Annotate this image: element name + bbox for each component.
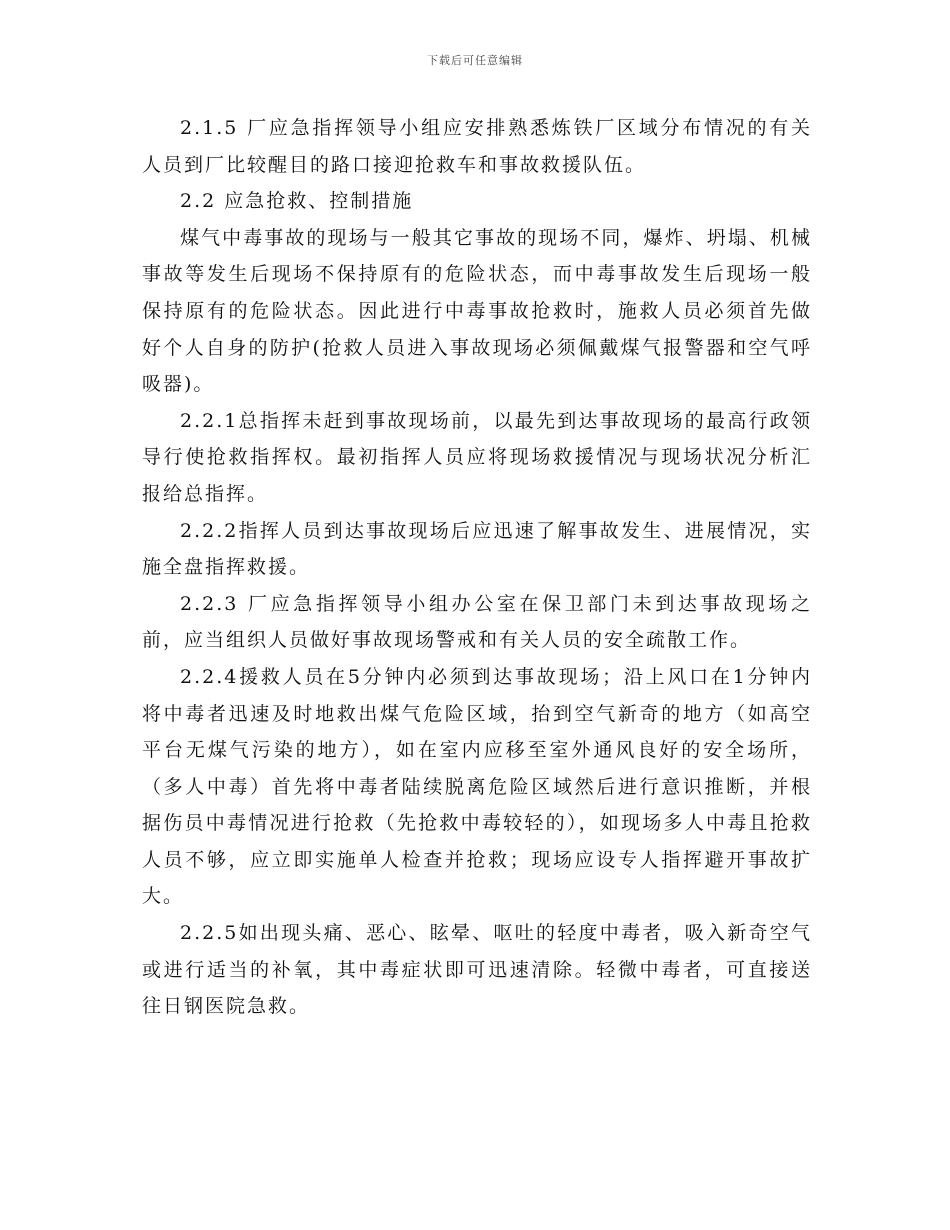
paragraph-2-2-4: 2.2.4援救人员在5分钟内必须到达事故现场；沿上风口在1分钟内将中毒者迅速及时地救出煤气危险区域，抬到空气新奇的地方（如高空平台无煤气污染的地方），如在室内应移至室外通风良好的安全场所，（多人中毒）首先将中毒者陆续脱离危险区域然后进行意识推断，并根据伤员中毒情况进行抢救（先抢救中毒较轻的），如现场多人中毒且抢救人员不够，应立即实施单人检查并抢救；现场应设专人指挥避开事故扩大。 [142, 665, 812, 908]
paragraph-intro: 煤气中毒事故的现场与一般其它事故的现场不同，爆炸、坍塌、机械事故等发生后现场不保持原有的危险状态，而中毒事故发生后现场一般保持原有的危险状态。因此进行中毒事故抢救时，施救人员必须首先做好个人自身的防护(抢救人员进入事故现场必须佩戴煤气报警器和空气呼吸器)。 [142, 226, 812, 396]
page-header: 下载后可任意编辑 [427, 54, 523, 67]
paragraph-2-2-1: 2.2.1总指挥未赶到事故现场前，以最先到达事故现场的最高行政领导行使抢救指挥权。最初指挥人员应将现场救援情况与现场状况分析汇报给总指挥。 [142, 409, 812, 505]
paragraph-2-2-3: 2.2.3 厂应急指挥领导小组办公室在保卫部门未到达事故现场之前，应当组织人员做好事故现场警戒和有关人员的安全疏散工作。 [142, 592, 812, 652]
paragraph-2-2-2: 2.2.2指挥人员到达事故现场后应迅速了解事故发生、进展情况，实施全盘指挥救援。 [142, 519, 812, 579]
paragraph-2-2-5: 2.2.5如出现头痛、恶心、眩晕、呕吐的轻度中毒者，吸入新奇空气或进行适当的补氧，其中毒症状即可迅速清除。轻微中毒者，可直接送往日钢医院急救。 [142, 922, 812, 1018]
document-body [142, 110, 812, 1025]
section-heading-2-2: 2.2 应急抢救、控制措施 [180, 190, 414, 213]
paragraph-2-1-5: 2.1.5 厂应急指挥领导小组应安排熟悉炼铁厂区域分布情况的有关人员到厂比较醒目的路口接迎抢救车和事故救援队伍。 [142, 117, 812, 176]
